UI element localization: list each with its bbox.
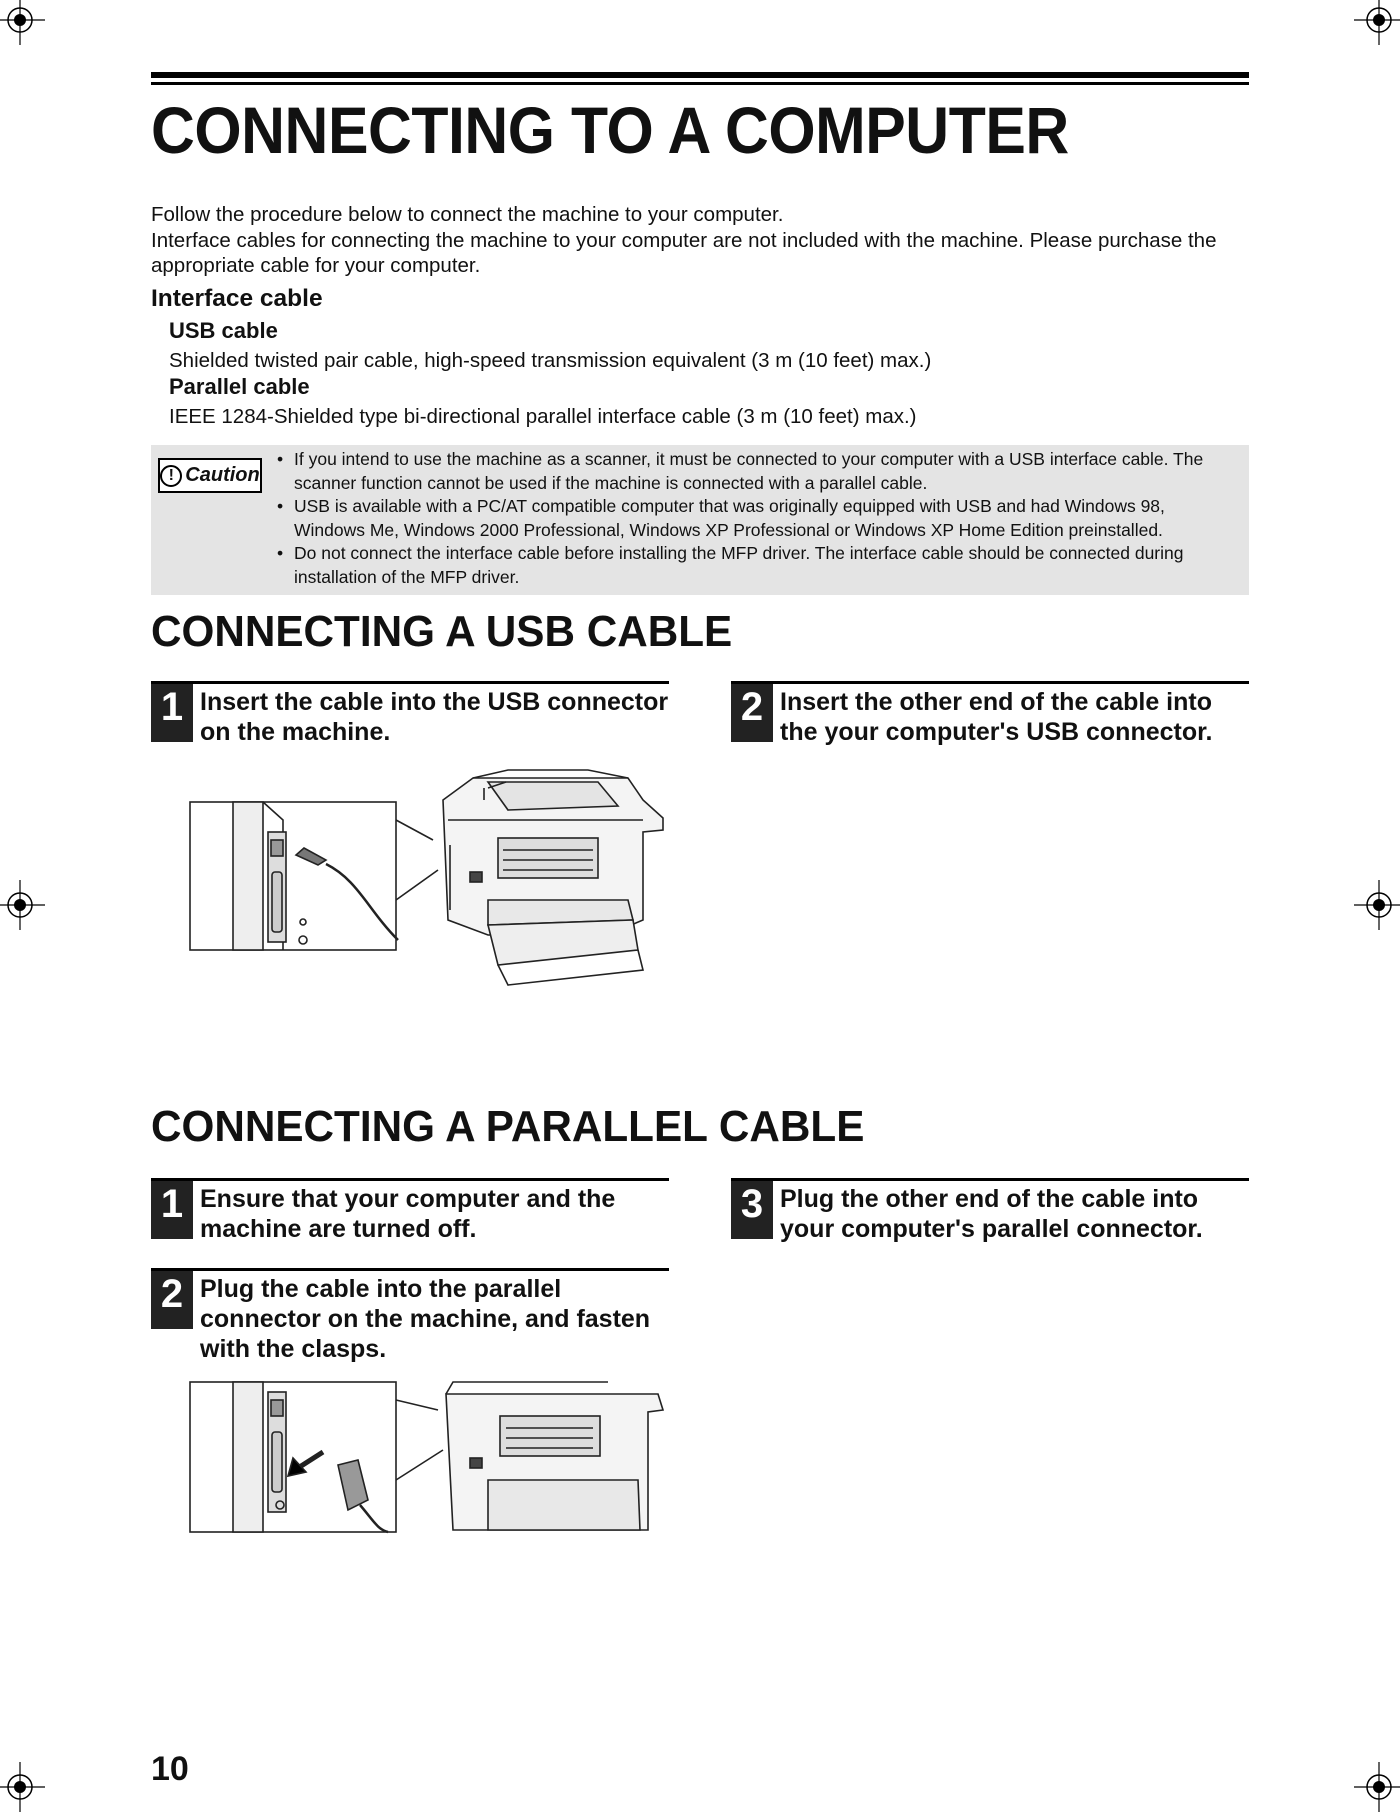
- caution-box: [151, 445, 1249, 595]
- title-rule-thin: [151, 82, 1249, 85]
- step-text: Insert the other end of the cable into the your computer's USB connector.: [780, 688, 1213, 746]
- caution-item: • Do not connect the interface cable before installing the MFP driver. The interface cable should be connected during installation of the MFP driver.: [273, 542, 1233, 589]
- caution-text: Caution: [185, 464, 260, 486]
- step-rule: [731, 681, 1249, 684]
- usb-cable-heading: USB cable: [169, 318, 278, 343]
- step-rule: [151, 1178, 669, 1181]
- step-number: 2: [151, 1271, 193, 1329]
- step-number: 1: [151, 1181, 193, 1239]
- parallel-section-heading: CONNECTING A PARALLEL CABLE: [151, 1102, 865, 1151]
- parallel-connection-illustration: [188, 1380, 668, 1535]
- intro-line-1: Follow the procedure below to connect the machine to your computer.: [151, 203, 784, 226]
- parallel-step-3: [731, 1178, 1249, 1242]
- intro-line-2: Interface cables for connecting the machine to your computer are not included with the machine. Please purchase the appropriate cable for your computer.: [151, 228, 1217, 277]
- step-rule: [151, 681, 669, 684]
- step-text: Ensure that your computer and the machine are turned off.: [200, 1185, 616, 1243]
- parallel-step-2: [151, 1268, 669, 1363]
- registration-mark-icon: [0, 880, 45, 930]
- parallel-cable-description: IEEE 1284-Shielded type bi-directional parallel interface cable (3 m (10 feet) max.): [169, 405, 917, 428]
- step-text: Plug the other end of the cable into your computer's parallel connector.: [780, 1185, 1203, 1243]
- title-rule: [151, 72, 1249, 78]
- usb-step-2: [731, 681, 1249, 745]
- intro-text: [151, 202, 1251, 279]
- step-number: 1: [151, 684, 193, 742]
- step-text: Insert the cable into the USB connector on the machine.: [200, 688, 669, 746]
- interface-cable-heading: Interface cable: [151, 285, 323, 312]
- step-rule: [151, 1268, 669, 1271]
- step-text: Plug the cable into the parallel connector on the machine, and fasten with the clasps.: [200, 1275, 651, 1363]
- usb-section-heading: CONNECTING A USB CABLE: [151, 607, 733, 656]
- usb-connection-illustration: [188, 760, 668, 990]
- usb-step-1: [151, 681, 669, 745]
- usb-cable-description: Shielded twisted pair cable, high-speed transmission equivalent (3 m (10 feet) max.): [169, 349, 932, 372]
- registration-mark-icon: [1354, 1762, 1400, 1812]
- page-number: 10: [151, 1750, 189, 1788]
- caution-item: • If you intend to use the machine as a scanner, it must be connected to your computer with a USB interface cable. The scanner function cannot be used if the machine is connected with a parallel cable.: [273, 448, 1233, 495]
- caution-item: • USB is available with a PC/AT compatible computer that was originally equipped with USB and had Windows 98, Windows Me, Windows 2000 Professional, Windows XP Professional or Windows XP Home Edition preinstalled.: [273, 495, 1233, 542]
- page-title: CONNECTING TO A COMPUTER: [151, 93, 1069, 167]
- step-number: 3: [731, 1181, 773, 1239]
- step-rule: [731, 1178, 1249, 1181]
- parallel-step-1: [151, 1178, 669, 1242]
- caution-list: [273, 448, 1233, 589]
- exclamation-icon: !: [160, 465, 182, 487]
- caution-label: [158, 458, 262, 493]
- step-number: 2: [731, 684, 773, 742]
- registration-mark-icon: [1354, 880, 1400, 930]
- registration-mark-icon: [0, 0, 45, 45]
- registration-mark-icon: [1354, 0, 1400, 45]
- parallel-cable-heading: Parallel cable: [169, 374, 310, 399]
- registration-mark-icon: [0, 1762, 45, 1812]
